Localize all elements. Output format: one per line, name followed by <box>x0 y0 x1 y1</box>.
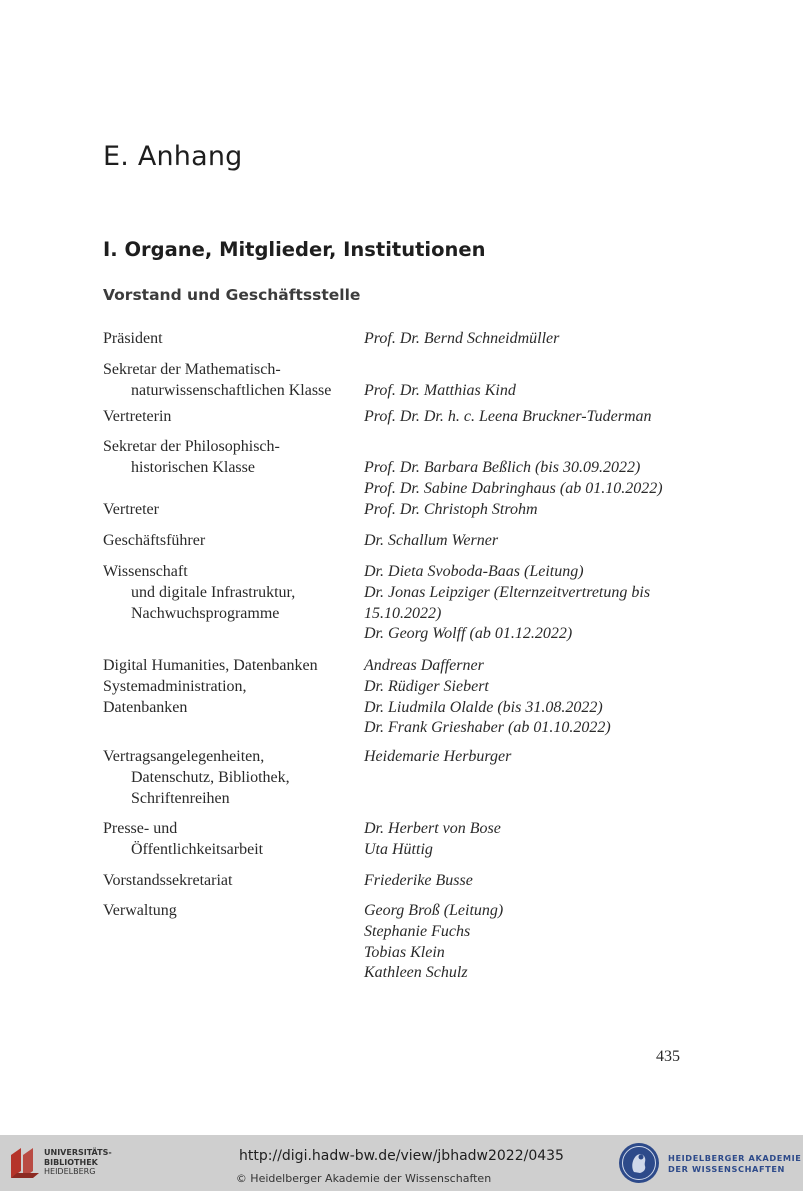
person-name: Heidemarie Herburger <box>364 748 512 765</box>
person-name: Dr. Frank Grieshaber (ab 01.10.2022) <box>364 719 611 737</box>
academy-logo[interactable] <box>618 1140 802 1186</box>
person-name: Kathleen Schulz <box>364 964 468 982</box>
person-name: Dr. Herbert von Bose <box>364 820 501 837</box>
role-label: Nachwuchsprogramme <box>131 604 280 622</box>
person-name: Uta Hüttig <box>364 840 433 858</box>
role-label: Öffentlichkeitsarbeit <box>131 840 264 858</box>
role-label: Datenbanken <box>103 698 188 716</box>
person-name: Prof. Dr. Bernd Schneidmüller <box>364 330 560 347</box>
footer-bar <box>0 1135 803 1191</box>
person-name: Prof. Dr. Dr. h. c. Leena Bruckner-Tuderman <box>364 408 652 425</box>
chapter-title: E. Anhang <box>103 141 243 172</box>
role-label: naturwissenschaftlichen Klasse <box>131 381 332 399</box>
university-library-logo-text: UNIVERSITÄTS- BIBLIOTHEK HEIDELBERG <box>44 1148 112 1176</box>
page-number: 435 <box>656 1048 680 1065</box>
footer-copyright: © Heidelberger Akademie der Wissenschaften <box>235 1172 492 1185</box>
role-label: Wissenschaft <box>103 563 188 580</box>
academy-logo-text: HEIDELBERGER AKADEMIE DER WISSENSCHAFTEN <box>668 1153 802 1174</box>
section-title: I. Organe, Mitglieder, Institutionen <box>103 238 486 261</box>
person-name: Dr. Dieta Svoboda-Baas (Leitung) <box>364 563 584 580</box>
role-label: Sekretar der Philosophisch- <box>103 438 280 455</box>
person-name: Dr. Jonas Leipziger (Elternzeitvertretung bis <box>364 583 651 601</box>
role-label: Schriftenreihen <box>131 789 230 807</box>
person-name: Andreas Dafferner <box>364 657 484 674</box>
role-label: Sekretar der Mathematisch- <box>103 361 281 378</box>
role-label: historischen Klasse <box>131 458 255 476</box>
role-label: Vertragsangelegenheiten, <box>103 748 265 765</box>
person-name: Dr. Liudmila Olalde (bis 31.08.2022) <box>364 698 603 716</box>
person-name: Prof. Dr. Matthias Kind <box>364 381 516 399</box>
role-label: Vertreterin <box>103 408 172 425</box>
role-label: Presse- und <box>103 820 178 837</box>
person-name: 15.10.2022) <box>364 604 442 622</box>
person-name: Georg Broß (Leitung) <box>364 902 504 919</box>
role-label: Präsident <box>103 330 163 347</box>
person-name: Prof. Dr. Christoph Strohm <box>364 501 538 518</box>
role-label: Vorstandssekretariat <box>103 872 233 889</box>
role-label: Verwaltung <box>103 902 177 919</box>
role-label: Vertreter <box>103 501 159 518</box>
footer-url-link[interactable]: http://digi.hadw-bw.de/view/jbhadw2022/0435 <box>239 1148 564 1164</box>
role-label: und digitale Infrastruktur, <box>131 583 296 601</box>
role-label: Digital Humanities, Datenbanken <box>103 657 318 674</box>
person-name: Dr. Rüdiger Siebert <box>364 677 489 695</box>
person-name: Stephanie Fuchs <box>364 922 471 940</box>
person-name: Friederike Busse <box>364 872 473 889</box>
person-name: Dr. Georg Wolff (ab 01.12.2022) <box>364 625 573 643</box>
role-label: Datenschutz, Bibliothek, <box>131 768 290 786</box>
subsection-title: Vorstand und Geschäftsstelle <box>103 286 361 304</box>
academy-seal-icon <box>618 1142 660 1184</box>
role-label: Systemadministration, <box>103 677 247 695</box>
person-name: Prof. Dr. Sabine Dabringhaus (ab 01.10.2022) <box>364 479 663 497</box>
person-name: Prof. Dr. Barbara Beßlich (bis 30.09.2022) <box>364 458 641 476</box>
role-label: Geschäftsführer <box>103 532 206 549</box>
person-name: Tobias Klein <box>364 943 445 961</box>
person-name: Dr. Schallum Werner <box>364 532 499 549</box>
